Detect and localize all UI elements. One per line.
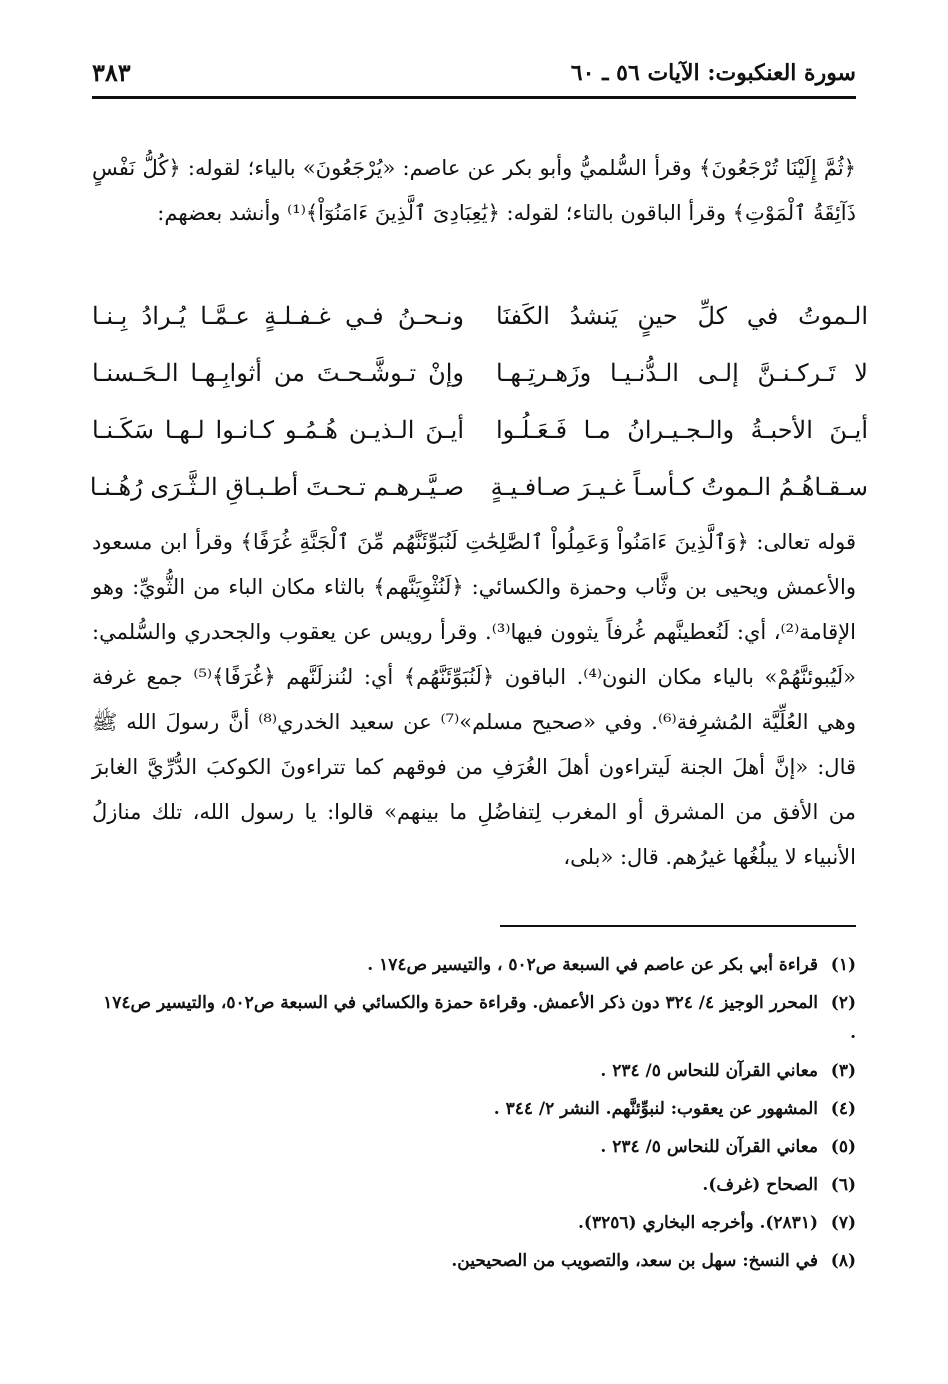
footnote-divider (500, 925, 856, 927)
footnote-text: في النسخ: سهل بن سعد، والتصويب من الصحيحين. (451, 1251, 818, 1271)
footnote-text: قراءة أبي بكر عن عاصم في السبعة ص٥٠٢ ، والتيسير ص١٧٤ . (367, 955, 818, 975)
footnote-number: (٦) (830, 1175, 856, 1195)
footnote-text: معاني القرآن للنحاس ٥/ ٢٣٤ . (600, 1061, 818, 1081)
poem (89, 292, 868, 520)
footnote (92, 1094, 856, 1124)
header-title: سورة العنكبوت: الآيات ٥٦ ـ ٦٠ (570, 60, 856, 86)
verse-first-hemistich: لا تَـركـنـنَّ إلـى الـدُّنـيـا وزَهـرتِـهـا (496, 359, 868, 387)
footnote-text: المشهور عن يعقوب: لنبوِّئنَّهم. النشر ٢/ ٣٤٤ . (493, 1099, 818, 1119)
footnote (92, 1246, 856, 1276)
poem-verse (92, 292, 868, 349)
verse-first-hemistich: سـقـاهُـمُ الـموتُ كـأسـاً غـيـرَ صـافـيـةٍ (490, 473, 868, 501)
footnote-number: (٣) (830, 1061, 856, 1081)
footnote-text: المحرر الوجيز ٤/ ٣٢٤ دون ذكر الأعمش. وقراءة حمزة والكسائي في السبعة ص٥٠٢، والتيسير ص١٧٤ . (103, 993, 856, 1043)
footnote-text: (٢٨٣١). وأخرجه البخاري (٣٢٥٦). (578, 1213, 818, 1233)
footnote-number: (٧) (830, 1213, 856, 1233)
header-divider (92, 96, 856, 99)
paragraph-intro-text: ﴿ثُمَّ إِلَيْنَا تُرْجَعُونَ﴾ وقرأ السُّلميُّ وأبو بكر عن عاصم: «يُرْجَعُونَ» بالياء؛ لقوله: ﴿كُلُّ نَفْسٍ ذَآئِقَةُ ٱلْمَوْتِ﴾ وقرأ الباقون بالتاء؛ لقوله: ﴿يَٰعِبَادِىَ ٱلَّذِينَ ءَامَنُوٓاْ﴾⁽¹⁾ وأنشد بعضهم: (92, 156, 856, 225)
footnote (92, 950, 856, 980)
footnote-text: معاني القرآن للنحاس ٥/ ٢٣٤ . (600, 1137, 818, 1157)
footnote-text: الصحاح (غرف). (702, 1175, 818, 1195)
paragraph-intro (92, 146, 856, 236)
verse-first-hemistich: أيـنَ الأحبـةُ والـجـيـرانُ مـا فَـعَـلُـوا (496, 416, 868, 444)
footnote-number: (٤) (830, 1099, 856, 1119)
verse-first-hemistich: الـموتُ في كلِّ حينٍ يَنشدُ الكَفنَا (496, 302, 868, 330)
footnote-number: (٢) (830, 993, 856, 1013)
running-header (92, 52, 856, 92)
verse-second-hemistich: ونـحـنُ فـي غـفـلـةٍ عـمَّـا يُـرادُ بِـنـا (92, 302, 464, 330)
footnote-number: (٥) (830, 1137, 856, 1157)
paragraph-commentary-text: قوله تعالى: ﴿وَٱلَّذِينَ ءَامَنُواْ وَعَمِلُواْ ٱلصَّٰلِحَٰتِ لَنُبَوِّئَنَّهُم مِّنَ ٱلْجَنَّةِ غُرَفًا﴾ وقرأ ابن مسعود والأعمش ويحيى بن وثَّاب وحمزة والكسائي: ﴿لَنُثْوِيَنَّهم﴾ بالثاء مكان الباء من الثُّويِّ: وهو الإقامة⁽²⁾، أي: لَنُعطينَّهم غُرفاً يثوون فيها⁽³⁾. وقرأ رويس عن يعقوب والجحدري والسُّلمي: «لَيُبوئنَّهُمْ» بالياء مكان النون⁽⁴⁾. الباقون ﴿لَنُبَوِّئَنَّهُم﴾ أي: لنُنزلَنَّهم ﴿غُرَفًا﴾⁽⁵⁾ جمع غرفة وهي العُلِّيَّة المُشرِفة⁽⁶⁾. وفي «صحيح مسلم»⁽⁷⁾ عن سعيد الخدري⁽⁸⁾ أنَّ رسولَ الله ﷺ قال: «إنَّ أهلَ الجنة لَيتراءون أهلَ الغُرَفِ من فوقهم كما تتراءونَ الكوكبَ الدُّرِّيَّ الغابرَ من الأفق من المشرق أو المغرب لِتفاضُلِ ما بينهم» قالوا: يا رسول الله، تلك منازلُ الأنبياء لا يبلُغُها غيرُهم. قال: «بلى، (92, 530, 857, 869)
footnote (92, 1170, 856, 1200)
paragraph-commentary (92, 520, 856, 880)
verse-second-hemistich: وإنْ تـوشَّـحـتَ من أثوابِـهـا الـحَـسنـا (92, 359, 464, 387)
poem-verse (89, 463, 868, 520)
footnote (92, 988, 856, 1048)
footnote (92, 1056, 856, 1086)
footnote-number: (١) (830, 955, 856, 975)
poem-verse (92, 349, 868, 406)
poem-verse (92, 406, 868, 463)
footnote-number: (٨) (830, 1251, 856, 1271)
footnotes (92, 950, 856, 1284)
footnote (92, 1132, 856, 1162)
page-number: ٣٨٣ (92, 58, 131, 87)
verse-second-hemistich: صـيَّـرهـم تـحـتَ أطـبـاقِ الـثَّـرَى رُهُـنـا (89, 473, 464, 501)
verse-second-hemistich: أيـنَ الـذيـن هُـمُـو كـانـوا لـهـا سَكَـنـا (92, 416, 464, 444)
footnote (92, 1208, 856, 1238)
